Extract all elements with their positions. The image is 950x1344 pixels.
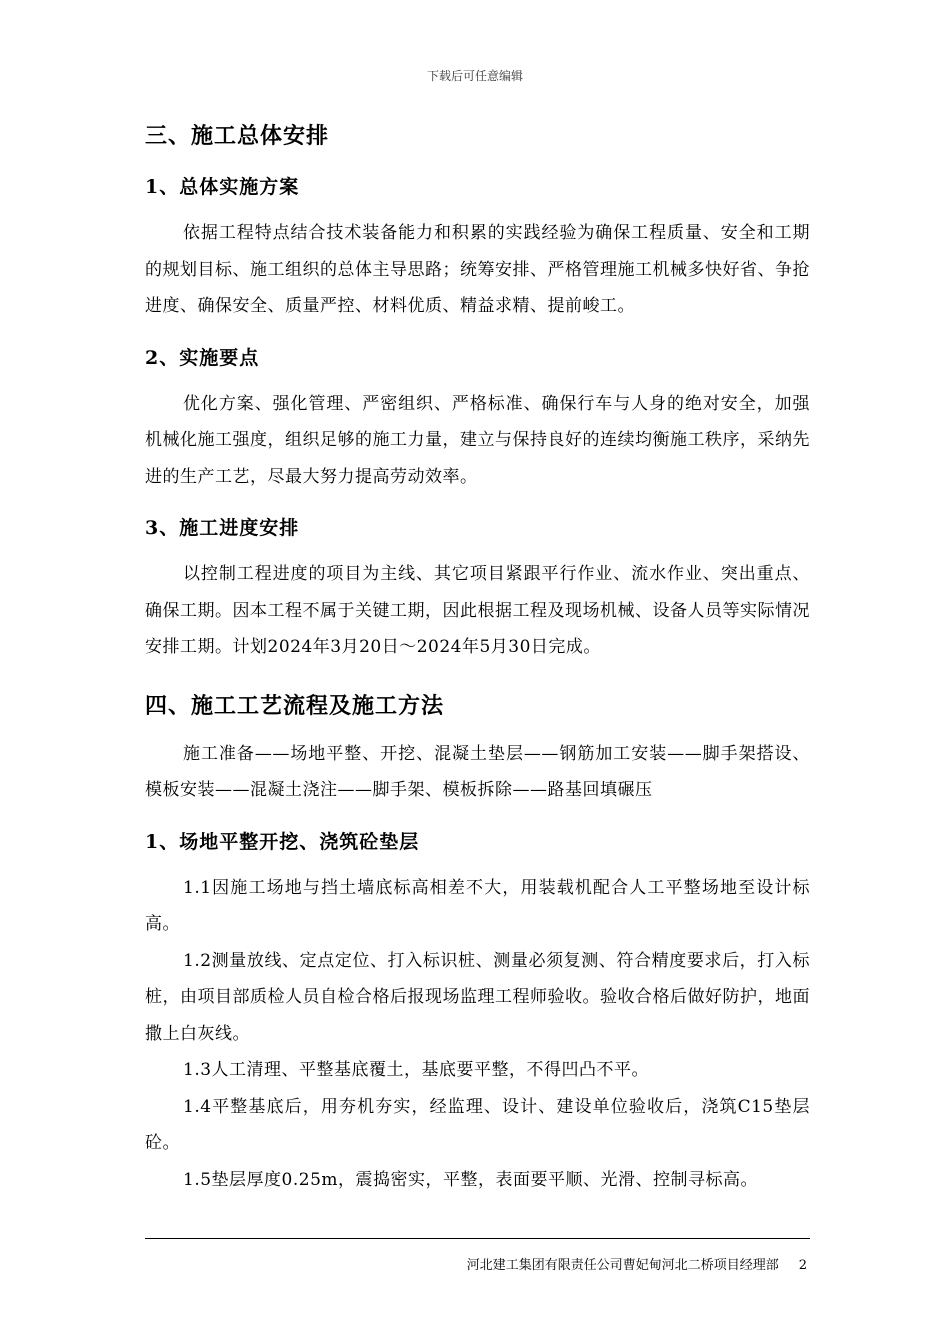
list-item: 1.5垫层厚度0.25m，震捣密实，平整，表面要平顺、光滑、控制寻标高。 xyxy=(183,1169,759,1190)
list-item: 1.4平整基底后，用夯机夯实，经监理、设计、建设单位验收后，浇筑C15垫层砼。 xyxy=(145,1096,810,1153)
section-4-title: 四、施工工艺流程及施工方法 xyxy=(145,692,445,719)
list-item: 1.2测量放线、定点定位、打入标识桩、测量必须复测、符合精度要求后，打入标桩，由项目部质检人员自检合格后报现场监理工程师验收。验收合格后做好防护，地面撒上白灰线。 xyxy=(145,950,810,1044)
section-3-1-title: 1、总体实施方案 xyxy=(145,176,300,198)
section-3-3-title: 3、施工进度安排 xyxy=(145,517,300,539)
page-number: 2 xyxy=(798,1258,807,1273)
list-item: 1.1因施工场地与挡土墙底标高相差不大，用装载机配合人工平整场地至设计标高。 xyxy=(145,877,810,934)
section-3-3-paragraph: 以控制工程进度的项目为主线、其它项目紧跟平行作业、流水作业、突出重点、确保工期。因本工程不属于关键工期，因此根据工程及现场机械、设备人员等实际情况安排工期。计划2024年3月20日～2024年5月30日完成。 xyxy=(145,564,810,657)
section-4-1-title: 1、场地平整开挖、浇筑砼垫层 xyxy=(145,830,420,853)
section-4-flow-paragraph: 施工准备——场地平整、开挖、混凝土垫层——钢筋加工安装——脚手架搭设、模板安装——混凝土浇注——脚手架、模板拆除——路基回填碾压 xyxy=(145,743,810,800)
section-3-2-title: 2、实施要点 xyxy=(145,346,260,369)
section-3-title: 三、施工总体安排 xyxy=(145,123,330,149)
footer-company: 河北建工集团有限责任公司曹妃甸河北二桥项目经理部 xyxy=(466,1258,779,1273)
section-3-2-paragraph: 优化方案、强化管理、严密组织、严格标准、确保行车与人身的绝对安全，加强机械化施工强度，组织足够的施工力量，建立与保持良好的连续均衡施工秩序，采纳先进的生产工艺，尽最大努力提高劳动效率。 xyxy=(145,393,810,487)
page-footer xyxy=(467,1254,807,1273)
footer-divider xyxy=(145,1238,810,1239)
page-header: 下载后可任意编辑 xyxy=(426,69,523,83)
section-3-1-paragraph: 依据工程特点结合技术装备能力和积累的实践经验为确保工程质量、安全和工期的规划目标、施工组织的总体主导思路；统筹安排、严格管理施工机械多快好省、争抢进度、确保安全、质量严控、材料优质、精益求精、提前峻工。 xyxy=(145,223,810,316)
list-item: 1.3人工清理、平整基底覆土，基底要平整，不得凹凸不平。 xyxy=(183,1060,650,1080)
document-body xyxy=(145,118,810,1198)
